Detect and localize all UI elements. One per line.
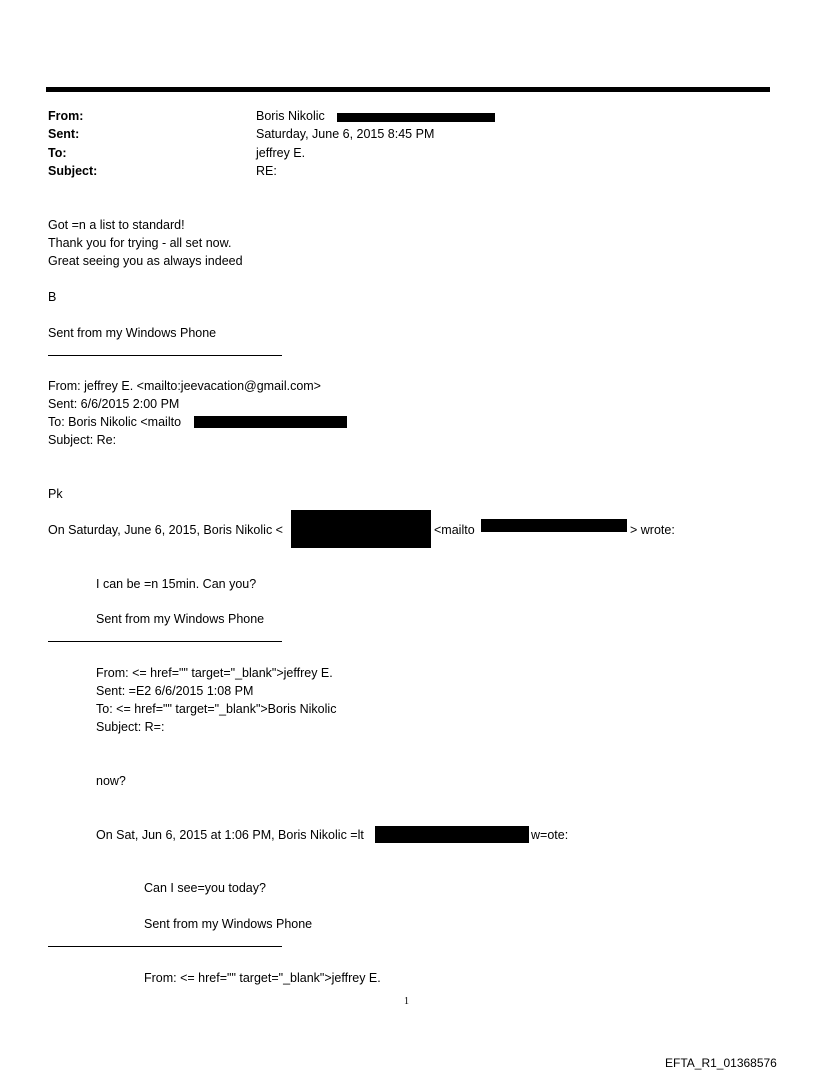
to-value: jeffrey E. <box>256 146 306 160</box>
subject-label: Subject: <box>48 164 98 178</box>
quote2-body-2: now? <box>96 774 126 788</box>
redaction-quote1-to <box>194 416 347 428</box>
to-label: To: <box>48 146 67 160</box>
body-sign: B <box>48 290 57 304</box>
quote1-to: To: Boris Nikolic <mailto <box>48 415 182 429</box>
quote2-sent-from-phone: Sent from my Windows Phone <box>96 612 265 626</box>
quote1-sent: Sent: 6/6/2015 2:00 PM <box>48 397 180 411</box>
sent-label: Sent: <box>48 127 80 141</box>
quote1-on-prefix: On Saturday, June 6, 2015, Boris Nikolic < <box>48 523 283 537</box>
redaction-from-email <box>337 113 495 122</box>
quote2-on-suffix: w=ote: <box>531 828 569 842</box>
quote1-from: From: jeffrey E. <mailto:jeevacation@gmail.com> <box>48 379 321 393</box>
from-value: Boris Nikolic <box>256 109 325 123</box>
quote2-sent: Sent: =E2 6/6/2015 1:08 PM <box>96 684 254 698</box>
separator-2 <box>48 641 282 642</box>
quote3-body-1: Can I see=you today? <box>144 881 266 895</box>
sent-from-phone: Sent from my Windows Phone <box>48 326 217 340</box>
document-id: EFTA_R1_01368576 <box>665 1056 777 1070</box>
subject-value: RE: <box>256 164 277 178</box>
sent-value: Saturday, June 6, 2015 8:45 PM <box>256 127 435 141</box>
redaction-quote2-email <box>375 826 529 843</box>
quote3-from: From: <= href="" target="_blank">jeffrey E. <box>144 971 381 985</box>
header-rule <box>46 87 770 92</box>
quote2-from: From: <= href="" target="_blank">jeffrey E. <box>96 666 333 680</box>
quote1-on-mailto: <mailto <box>434 523 475 537</box>
quote2-on-prefix: On Sat, Jun 6, 2015 at 1:06 PM, Boris Nikolic =lt <box>96 828 364 842</box>
redaction-quote1-email <box>291 510 431 548</box>
quote2-to: To: <= href="" target="_blank">Boris Nikolic <box>96 702 337 716</box>
separator-1 <box>48 355 282 356</box>
quote2-subject: Subject: R=: <box>96 720 165 734</box>
quote3-sent-from-phone: Sent from my Windows Phone <box>144 917 313 931</box>
quote1-on-suffix: > wrote: <box>630 523 675 537</box>
body-line-1: Got =n a list to standard! <box>48 218 185 232</box>
body-line-3: Great seeing you as always indeed <box>48 254 243 268</box>
redaction-quote1-mailto <box>481 519 627 532</box>
quote1-subject: Subject: Re: <box>48 433 117 447</box>
body-line-2: Thank you for trying - all set now. <box>48 236 232 250</box>
separator-3 <box>48 946 282 947</box>
quote1-body: Pk <box>48 487 63 501</box>
quote2-body-1: I can be =n 15min. Can you? <box>96 577 257 591</box>
page-number: 1 <box>404 996 409 1007</box>
from-label: From: <box>48 109 84 123</box>
